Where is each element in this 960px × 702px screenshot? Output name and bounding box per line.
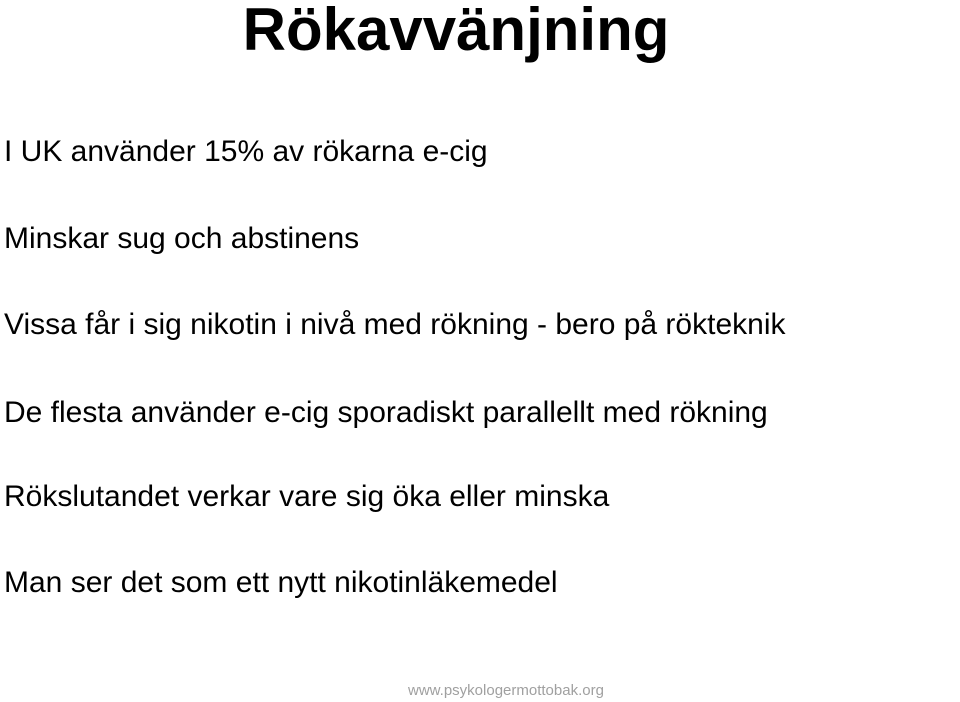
- slide-title: Rökavvänjning: [242, 0, 670, 63]
- bullet-item: Minskar sug och abstinens: [4, 222, 360, 255]
- bullet-item: Vissa får i sig nikotin i nivå med rökning - bero på rökteknik: [4, 308, 786, 341]
- bullet-item: Rökslutandet verkar vare sig öka eller minska: [4, 480, 610, 513]
- bullet-item: De flesta använder e-cig sporadiskt parallellt med rökning: [4, 396, 768, 429]
- bullet-item: I UK använder 15% av rökarna e-cig: [4, 135, 488, 168]
- footer-url: www.psykologermottobak.org: [408, 682, 604, 699]
- bullet-item: Man ser det som ett nytt nikotinläkemedel: [4, 566, 558, 599]
